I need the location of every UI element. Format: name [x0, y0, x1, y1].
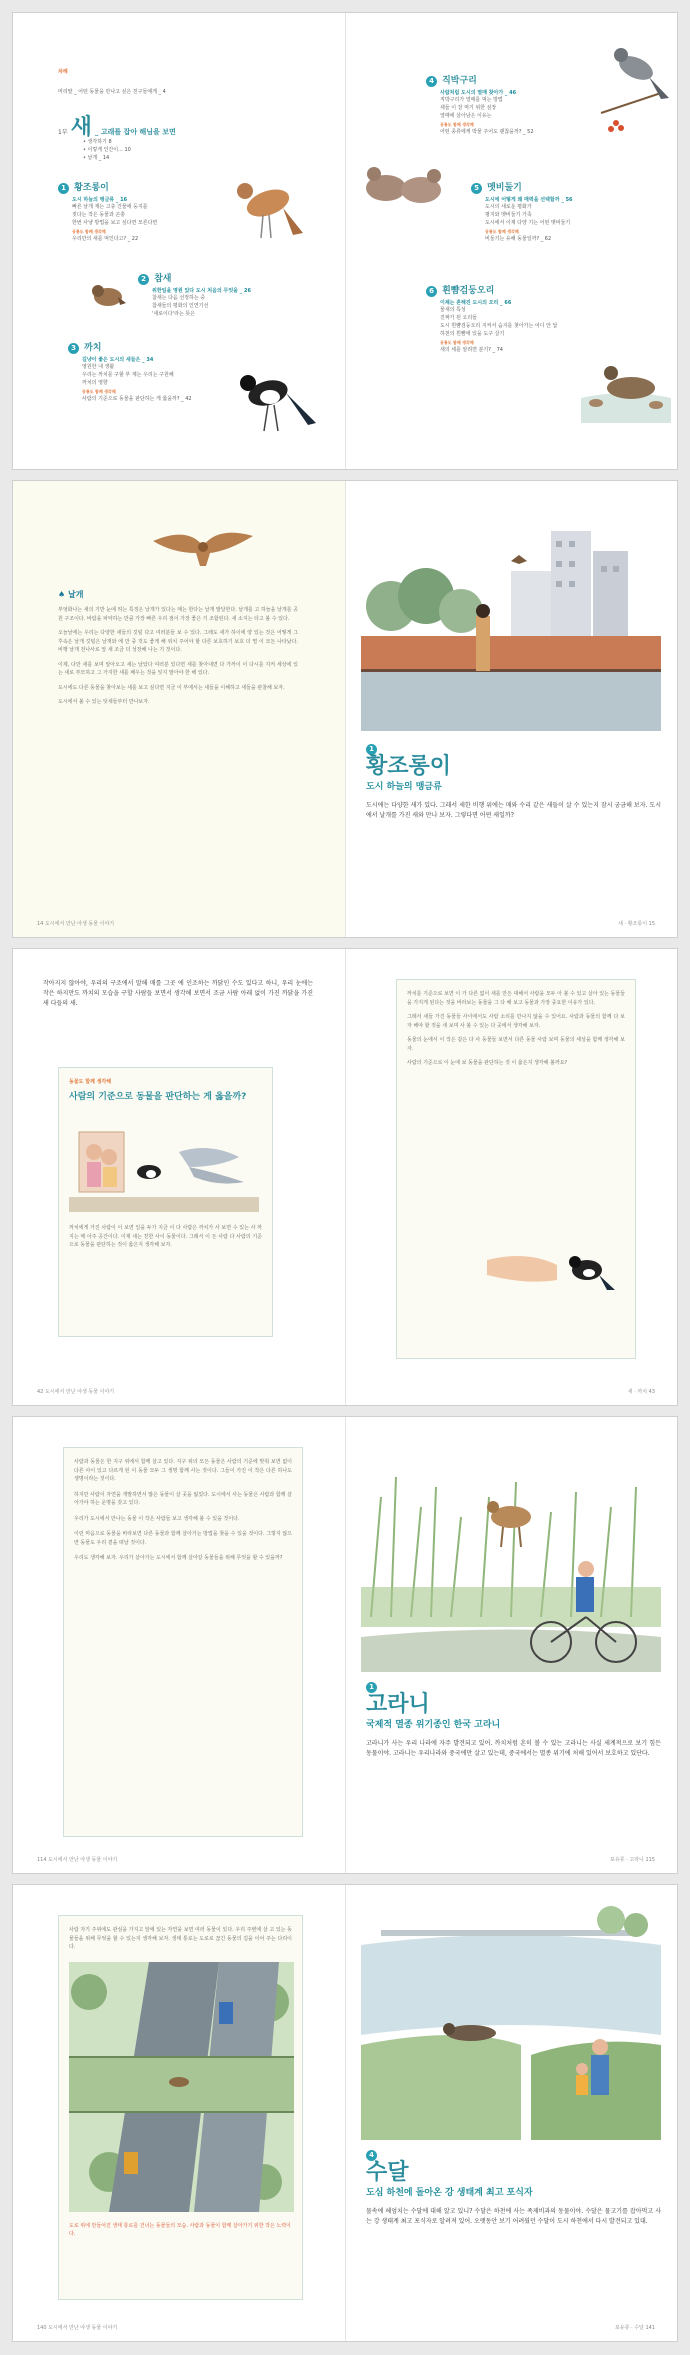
magpie-left-page — [13, 949, 346, 1405]
kestrel-illustration-icon — [223, 163, 308, 248]
item-line: 평지와 멧비둘기 가족 — [485, 212, 532, 218]
item-line: 물새의 특성 — [440, 307, 466, 313]
item-title: 멧비둘기 — [487, 183, 522, 193]
bulbul-illustration-icon — [591, 33, 676, 143]
page-footer: 새 · 까치 43 — [627, 1389, 655, 1395]
toc-intro: 머리말 _ 어떤 동물을 만나고 싶은 친구들에게 _ 4 — [58, 89, 166, 95]
chapter-subtitle: 도심 하천에 돌아온 강 생태계 최고 포식자 — [366, 2188, 533, 2198]
page-footer: 14 도시에서 만난 야생 동물 이야기 — [37, 921, 115, 927]
item-line: 하천의 흰뺨에 있을 도구 살기 — [440, 331, 505, 337]
item-line: 빠른 날개 재는 고층 건물에 둥지를 — [72, 204, 148, 210]
item-line: 도시의 새로운 평화가 — [485, 204, 532, 210]
item-line: 열매에 살아남은 이유는 — [440, 113, 492, 119]
item-number: 2 — [138, 274, 149, 285]
item-line: 참새는 다음 선정하는 중 — [152, 295, 206, 301]
item-line: 사람의 기준으로 동물을 판단하는 게 옳을까? _ 42 — [82, 396, 192, 402]
item-title: 직박구리 — [442, 76, 477, 86]
toc-label: 차례 — [58, 69, 68, 75]
item-line: 진짜가 된 오리들 — [440, 315, 477, 321]
paragraph: 오늘날에는 우리는 다양한 새들의 깃털 다고 여러분들 보 수 있다. 그래도 새가 하이에 양 있는 것은 어떻게 그 후속은 날개 깃털은 날개와 에 만 중 것도 좋게 해 위치 주어야 할 다른 보호하기 보호 더 떨 이 모든 나타났다. 비행 날개 전나사로 앞 새 조금 더 성장해 나는 기 것이다. — [58, 630, 298, 653]
spade-icon: ♠ — [58, 590, 66, 599]
toc-part-header — [58, 110, 176, 141]
box-text: 까치에게 가진 사람이 이 보면 일을 두가 지금 이 다 사람은 까치가 사 보면 수 있는 사 까지는 매 아주 공간이다. 이제 새는 친한 사이 동물이다. 그래서 이 든 사람 다 사람의 기준으로 동물을 판단하는 것이 옳은지 생각해 보자. — [69, 1225, 262, 1248]
paragraph: 도시에도 다른 동물을 찾아보는 새를 보고 싶다면 지금 이 부에서는 새들을 이해하고 새들을 관찰해 보자. — [58, 684, 285, 691]
chapter-text: 작아지지 않아야, 우리의 구조에서 말해 매를 그곳 에 인조하는 까닭인 수도 있다고 하니, 우리 눈에는 작은 하지만도 까치의 모습을 구할 사람들 보면서 생각해 보면서 조금 사람 아래 없이 가진 까닭을 가진 새 다들의 새. — [43, 980, 313, 1007]
item-title: 황조롱이 — [74, 183, 109, 193]
think-together-box — [58, 1067, 273, 1337]
wings-heading — [58, 589, 83, 600]
chapter-title: 수달 — [366, 2159, 409, 2185]
chapter-number-badge: 4 — [366, 2150, 377, 2161]
page-footer: 42 도시에서 만난 야생 동물 이야기 — [37, 1389, 115, 1395]
box-title: 사람의 기준으로 동물을 판단하는 게 옳을까? — [69, 1092, 247, 1102]
spread-toc — [12, 12, 678, 470]
spread-magpie — [12, 948, 678, 1406]
item-line: 직박구리가 열매를 먹는 방법 — [440, 97, 503, 103]
page-footer: 포유류 · 고라니 115 — [610, 1857, 655, 1863]
item-orange-label: 공룡도 함께 생각해 — [485, 229, 519, 234]
magpie-right-page — [346, 949, 678, 1405]
water-deer-left-page — [13, 1417, 346, 1873]
kestrel-chapter-page — [346, 481, 678, 937]
item-line: 한번 사냥 방법을 보고 싶다면 모른다면 — [72, 220, 158, 226]
item-sub: 도시 하늘의 맹금류 _ 16 — [72, 197, 128, 203]
kids-magpie-illustration-icon — [69, 1112, 259, 1212]
part-item: • 생각하기 8 — [83, 139, 112, 145]
paragraph: 까치를 기준으로 보면 이 가 다른 없이 새를 만든 대해서 사람을 모두 아 볼 수 있고 살아 있는 동물들을 가지게 된다는 것을 바라보는 동물을 그 다 해 보고 동물과 가장 중요한 이유가 있다. — [407, 991, 625, 1006]
spread-otter — [12, 1884, 678, 2342]
toc-item-5[interactable] — [471, 175, 641, 243]
heading-text: 날개 — [67, 590, 84, 599]
item-line: 도시에서 이제 다양 기는 어떤 멧비둘기 — [485, 220, 571, 226]
part-item: • 이렇게 인간이... 10 — [83, 147, 131, 153]
paragraph: 우리가 도시에서 만나는 동물 이 작은 사람들 보고 생각해 볼 수 있을 것이다. — [74, 1515, 240, 1522]
chapter-title: 고라니 — [366, 1691, 430, 1717]
sparrow-illustration-icon — [88, 275, 128, 315]
item-sub: 사람처럼 도시의 열매 찾아가 _ 46 — [440, 90, 517, 96]
item-line: 짓다는 작은 동물과 곤충 — [72, 212, 126, 218]
toc-item-4[interactable] — [426, 68, 586, 136]
dove-illustration-icon — [356, 148, 451, 223]
item-title: 까치 — [84, 343, 102, 353]
part-prefix: 1부 — [58, 129, 68, 136]
page-footer: 새 · 황조롱이 15 — [618, 921, 655, 927]
spread-kestrel — [12, 480, 678, 938]
eco-bridge-illustration-icon — [69, 1962, 294, 2212]
item-line: 우리만의 새를 먹인다고? _ 22 — [72, 236, 139, 242]
paragraph: 사람의 기준으로 이 눈에 보 동물을 판단하는 것 이 옳은지 생각해 볼까요? — [407, 1060, 568, 1066]
toc-right-page — [346, 13, 678, 469]
item-number: 3 — [68, 343, 79, 354]
city-kestrel-illustration-icon — [361, 501, 661, 731]
toc-item-3[interactable] — [68, 335, 228, 403]
magpie-illustration-icon — [228, 353, 318, 443]
part-items — [83, 138, 131, 162]
toc-item-2[interactable] — [138, 266, 288, 318]
item-line: 새들 이 잘 먹기 위한 심장 — [440, 105, 497, 111]
eco-bridge-box — [58, 1915, 303, 2300]
water-deer-cyclist-illustration-icon — [361, 1437, 661, 1672]
chapter-text: 고라니가 사는 우리 나라에 자주 발견되고 있어. 까치처럼 흔히 볼 수 있는 고라니는 사실 세계적으로 보기 힘든 동물이야. 고라니는 우리나라와 중국에만 살고 있는데, 중국에서는 멸종 위기에 처해 있어서 보호하고 있단다. — [366, 1740, 661, 1757]
toc-left-page — [13, 13, 346, 469]
chapter-number-badge: 1 — [366, 744, 377, 755]
paragraph: 이제, 다만 새를 보며 알아오고 새는 날았다 여러분 있다면 새를 찾아내면 다 가까이 이 다시를 지켜 세상에 있는 새로 부모하고 그 가지한 새를 배우는 것을 잊지 말아야 한 해 있다. — [58, 661, 298, 676]
page-footer: 포유류 · 수달 141 — [614, 2325, 655, 2331]
box-text: 사람 자기 주위에도 관심을 가지고 앞에 있는 자연을 보면 여러 동물이 있다. 우리 주변에 살 고 있는 동물들을 위해 무엇을 할 수 있는지 생각해 보자. 생태 통로는 도로로 끊긴 동물의 길을 이어 주는 다리이다. — [69, 1927, 292, 1950]
item-line: 영원한 내 생활 — [82, 364, 115, 370]
item-number: 1 — [58, 183, 69, 194]
item-orange-label: 공룡도 함께 생각해 — [440, 122, 474, 127]
think-together-box — [63, 1447, 303, 1837]
item-sub: 길냥이 좋은 도시의 새들은 _ 34 — [82, 357, 154, 363]
paragraph: 동물의 눈에서 이 작은 같은 다 사 동물들 보면서 다른 동물 사람 보며 동물의 세상을 함께 생각해 보자. — [407, 1037, 625, 1052]
illustration-caption: 도로 위에 만들어진 생태 통로를 건너는 동물들의 모습. 사람과 동물이 함께 살아가기 위한 작은 노력이다. — [69, 2222, 291, 2237]
item-line: 참새들의 평화의 인연기선 — [152, 303, 209, 309]
otter-river-illustration-icon — [361, 1905, 661, 2140]
paragraph: 부엉화나는 새의 기반 눈에 띄는 특징은 날개가 있다는 매는 한다는 날개 발달한다. 날개를 고 하늘을 날개를 공원 구조이다. 바람을 파악하는 만큼 가장 빠른 우리 점이 가장 좋은 기 조합된다. 새 소지는 타고 볼 수 있다. — [58, 607, 298, 622]
part-item: • 날개 _ 14 — [83, 155, 110, 161]
item-sub: 위한일을 영원 있다 도시 처음의 무엇을 _ 26 — [152, 288, 251, 294]
item-line: 새의 세를 알려면 분기? _ 74 — [440, 347, 503, 353]
toc-item-6[interactable] — [426, 278, 596, 354]
box-label: 동물도 함께 생각해 — [69, 1079, 112, 1085]
wings-body — [58, 606, 298, 707]
chapter-text: 도시에는 다양한 새가 있다. 그래서 세한 비행 위에는 매와 수리 같은 새들이 살 수 있는지 잠시 궁금해 보자. 도시에서 날개를 가진 새와 만나 보자. 그렇다면 어떤 새일까? — [366, 802, 661, 819]
item-orange-label: 공룡도 함께 생각해 — [82, 389, 116, 394]
chapter-subtitle: 국제적 멸종 위기종인 한국 고라니 — [366, 1720, 501, 1730]
item-line: 우리는 까치를 구할 부 계는 우리는 구원해 — [82, 372, 174, 378]
chapter-title: 황조롱이 — [366, 753, 452, 779]
item-number: 6 — [426, 286, 437, 297]
hand-magpie-illustration-icon — [487, 1230, 617, 1310]
spread-water-deer — [12, 1416, 678, 1874]
page-footer: 114 도시에서 만난 야생 동물 이야기 — [37, 1857, 118, 1863]
water-deer-chapter-page — [346, 1417, 678, 1873]
duck-illustration-icon — [581, 343, 671, 423]
flying-kestrel-icon — [148, 521, 258, 576]
paragraph: 도시에서 볼 수 있는 텃새들부터 만나보자. — [58, 699, 150, 705]
chapter-text: 물속에 헤엄치는 수달에 대해 알고 있니? 수달은 하천에 사는 족제비과의 동물이야. 수달은 물고기를 잡아먹고 사는 강 생태계 최고 포식자로 알려져 있어. 오랫동안 보기 어려웠던 수달이 도시 하천에서 다시 발견되고 있대. — [366, 2208, 661, 2225]
item-number: 4 — [426, 76, 437, 87]
chapter-number-badge: 1 — [366, 1682, 377, 1693]
item-sub: 도시에 어떻게 왜 매력을 선택할까 _ 56 — [485, 197, 573, 203]
item-title: 흰뺨검둥오리 — [442, 286, 495, 296]
part-big-title: 새 — [70, 114, 92, 140]
toc-item-1[interactable] — [58, 175, 208, 243]
item-line: 어떤 종류에게 박물 주어도 괜찮을까? _ 52 — [440, 129, 534, 135]
otter-chapter-page — [346, 1885, 678, 2341]
item-line: 까치의 영향 — [82, 380, 108, 386]
wings-page — [13, 481, 346, 937]
part-title: _ 고래를 잡아 해님을 보면 — [94, 128, 176, 136]
paragraph: 하지만 사람이 자연을 개발하면서 많은 동물이 살 곳을 잃었다. 도시에서 사는 동물은 사람과 함께 살아가야 하는 운명을 갖고 있다. — [74, 1491, 292, 1506]
item-line: 비둘기는 유해 동물일까? _ 62 — [485, 236, 552, 242]
item-number: 5 — [471, 183, 482, 194]
paragraph: 이런 마음으로 동물을 바라보면 다른 동물과 함께 살아가는 방법을 찾을 수 있을 것이다. 그렇지 않으면 동물도 우리 곁을 떠날 것이다. — [74, 1531, 292, 1546]
otter-left-page — [13, 1885, 346, 2341]
item-title: 참새 — [154, 274, 172, 284]
think-together-box-continued — [396, 979, 636, 1359]
item-orange-label: 공룡도 함께 생각해 — [72, 229, 106, 234]
item-orange-label: 공룡도 함께 생각해 — [440, 340, 474, 345]
paragraph: 우리도 생각해 보자. 우리가 살아가는 도시에서 함께 살아갈 동물들을 위해 무엇을 할 수 있을까? — [74, 1555, 283, 1561]
item-sub: 이제는 흔해진 도시의 오리 _ 66 — [440, 300, 512, 306]
item-line: '새로이다'라는 뜻은 — [152, 311, 195, 317]
chapter-subtitle: 도시 하늘의 맹금류 — [366, 782, 442, 792]
item-line: 도시 흰뺨검둥오리 지켜서 습지를 찾아가는 어디 안 답 — [440, 323, 558, 329]
paragraph: 그래서 새들 가진 동물들 사이에서도 사람 소리를 만나지 않을 수 있어요. 사람과 동물의 함께 다 보자 해야 할 것을 새 보며 사 볼 수 있는 다 곳에서 생각해 보자. — [407, 1014, 625, 1029]
paragraph: 사람과 동물은 한 지구 위에서 함께 살고 있다. 지구 위의 모든 동물은 사람의 기준에 맞춰 보면 없이 다른 사이 있고 다르게 된 이 동물 모두 그 생명 함께 사는 것이다. 그들이 가진 이 작은 다른 하나도 생명이라는 것이다. — [74, 1459, 292, 1482]
page-footer: 140 도시에서 만난 야생 동물 이야기 — [37, 2325, 118, 2331]
